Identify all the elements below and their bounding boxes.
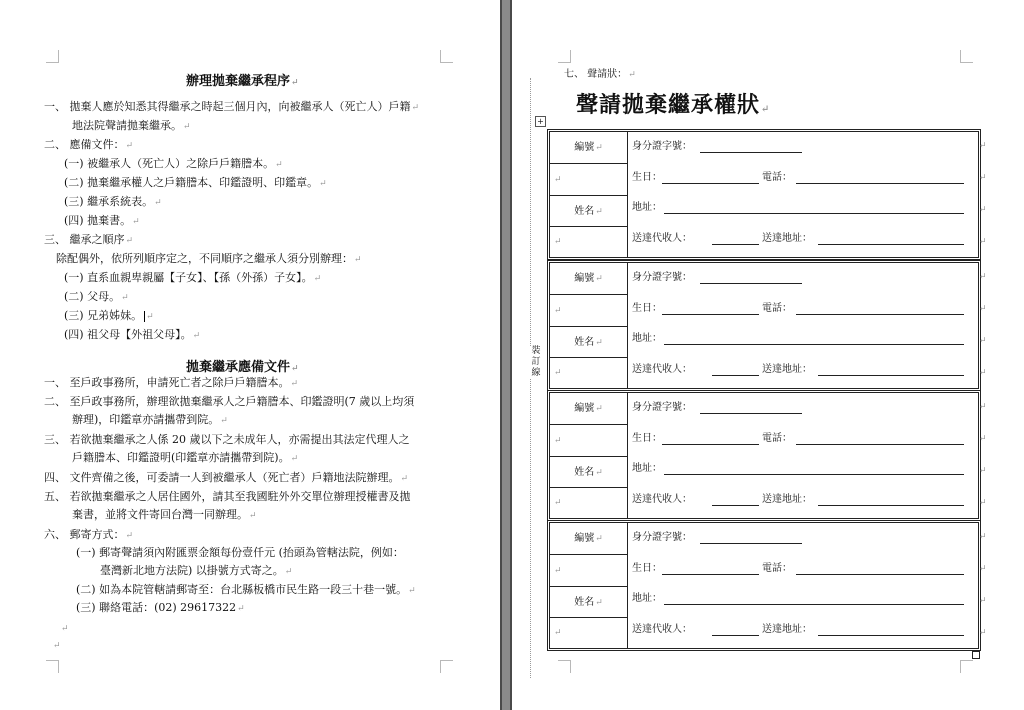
- text-line: (一) 被繼承人（死亡人）之除戶戶籍謄本。↵: [64, 157, 283, 170]
- agent-label: 送達代收人：: [632, 364, 692, 375]
- phone-label: 電話：: [762, 303, 792, 314]
- phone-field[interactable]: [796, 574, 964, 575]
- id-number-field[interactable]: [700, 152, 802, 153]
- agent-field[interactable]: [712, 375, 759, 376]
- applicant-group: [547, 520, 981, 651]
- agent-field[interactable]: [712, 244, 759, 245]
- row-end-mark: ↵: [979, 304, 987, 314]
- text-line: (三) 繼承系統表。↵: [64, 195, 162, 208]
- address-field[interactable]: [664, 604, 964, 605]
- service-address-label: 送達地址：: [762, 624, 812, 635]
- birth-field[interactable]: [662, 314, 759, 315]
- empty-cell[interactable]: ↵: [554, 628, 562, 638]
- text-line: 三、 繼承之順序↵: [44, 233, 134, 246]
- empty-cell[interactable]: ↵: [554, 237, 562, 247]
- text-line: 臺灣新北地方法院) 以掛號方式寄之。↵: [100, 564, 293, 577]
- phone-field[interactable]: [796, 183, 964, 184]
- text-cursor: [144, 311, 145, 322]
- documents-title: 拋棄繼承應備文件↵: [186, 360, 299, 375]
- address-label: 地址：: [632, 593, 662, 604]
- agent-label: 送達代收人：: [632, 233, 692, 244]
- address-field[interactable]: [664, 213, 964, 214]
- applicant-group: [547, 390, 981, 521]
- text-line: (三) 兄弟姊妹。 ↵: [64, 309, 154, 322]
- phone-label: 電話：: [762, 563, 792, 574]
- id-number-label: 身分證字號：: [632, 141, 692, 152]
- empty-paragraph: ↵: [61, 624, 69, 634]
- text-line: 一、 至戶政事務所，申請死亡者之除戶戶籍謄本。↵: [44, 376, 299, 389]
- right-page: [510, 0, 1024, 710]
- margin-corner: [960, 660, 973, 673]
- text-line: 辦理)，印鑑章亦請攜帶到院。↵: [72, 413, 228, 426]
- service-address-field[interactable]: [818, 244, 964, 245]
- id-number-label: 身分證字號：: [632, 272, 692, 283]
- row-end-mark: ↵: [979, 272, 987, 282]
- service-address-label: 送達地址：: [762, 494, 812, 505]
- row-divider: [550, 226, 627, 227]
- margin-corner: [440, 660, 453, 673]
- text-line: 一、 拋棄人應於知悉其得繼承之時起三個月內，向被繼承人（死亡人）戶籍↵: [44, 100, 420, 113]
- text-line: (四) 祖父母【外祖父母】。↵: [64, 328, 201, 341]
- service-address-field[interactable]: [818, 375, 964, 376]
- margin-corner: [558, 50, 571, 63]
- empty-cell[interactable]: ↵: [554, 306, 562, 316]
- service-address-field[interactable]: [818, 505, 964, 506]
- empty-cell[interactable]: ↵: [554, 498, 562, 508]
- text-line: (二) 拋棄繼承權人之戶籍謄本、印鑑證明、印鑑章。↵: [64, 176, 327, 189]
- row-end-mark: ↵: [979, 532, 987, 542]
- row-divider: [550, 195, 627, 196]
- id-number-field[interactable]: [700, 413, 802, 414]
- address-field[interactable]: [664, 474, 964, 475]
- row-divider: [550, 586, 627, 587]
- text-line: (一) 郵寄聲請須內附匯票金額每份壹仟元 (抬頭為管轄法院，例如：: [76, 546, 404, 559]
- text-line: (四) 拋棄書。↵: [64, 214, 140, 227]
- row-divider: [550, 456, 627, 457]
- row-end-mark: ↵: [979, 434, 987, 444]
- number-label: 編號↵: [574, 142, 603, 153]
- applicant-group: [547, 129, 981, 260]
- empty-cell[interactable]: ↵: [554, 175, 562, 185]
- phone-label: 電話：: [762, 172, 792, 183]
- row-divider: [550, 326, 627, 327]
- id-number-field[interactable]: [700, 543, 802, 544]
- text-line: 四、 文件齊備之後，可委請一人到被繼承人（死亡者）戶籍地法院辦理。↵: [44, 471, 409, 484]
- empty-paragraph: ↵: [53, 641, 61, 651]
- row-end-mark: ↵: [979, 368, 987, 378]
- row-divider: [550, 617, 627, 618]
- margin-corner: [558, 660, 571, 673]
- empty-cell[interactable]: ↵: [554, 368, 562, 378]
- applicant-group: [547, 260, 981, 391]
- address-label: 地址：: [632, 202, 662, 213]
- text-line: 地法院聲請拋棄繼承。↵: [72, 119, 191, 132]
- birth-field[interactable]: [662, 574, 759, 575]
- margin-corner: [960, 50, 973, 63]
- agent-label: 送達代收人：: [632, 624, 692, 635]
- row-end-mark: ↵: [979, 336, 987, 346]
- binding-label: 裝訂線: [531, 346, 541, 378]
- text-line: 六、 郵寄方式：↵: [44, 528, 134, 541]
- birth-label: 生日：: [632, 303, 662, 314]
- service-address-field[interactable]: [818, 635, 964, 636]
- agent-field[interactable]: [712, 635, 759, 636]
- row-divider: [550, 294, 627, 295]
- text-line: 三、 若欲拋棄繼承之人係 20 歲以下之未成年人，亦需提出其法定代理人之: [44, 433, 410, 446]
- text-line: 二、 至戶政事務所，辦理欲拋棄繼承人之戶籍謄本、印鑑證明(7 歲以上均須: [44, 395, 415, 408]
- row-divider: [550, 163, 627, 164]
- margin-corner: [440, 50, 453, 63]
- move-handle-icon[interactable]: +: [535, 116, 546, 127]
- birth-label: 生日：: [632, 563, 662, 574]
- phone-field[interactable]: [796, 314, 964, 315]
- birth-label: 生日：: [632, 433, 662, 444]
- number-label: 編號↵: [574, 533, 603, 544]
- phone-label: 電話：: [762, 433, 792, 444]
- address-label: 地址：: [632, 333, 662, 344]
- agent-label: 送達代收人：: [632, 494, 692, 505]
- row-divider: [550, 554, 627, 555]
- text-line: (一) 直系血親卑親屬【子女】、【孫（外孫）子女】。↵: [64, 271, 322, 284]
- name-label: 姓名↵: [574, 467, 603, 478]
- name-label: 姓名↵: [574, 597, 603, 608]
- number-label: 編號↵: [574, 403, 603, 414]
- text-line: 五、 若欲拋棄繼承之人居住國外，請其至我國駐外外交單位辦理授權書及拋: [44, 490, 411, 503]
- address-field[interactable]: [664, 344, 964, 345]
- row-end-mark: ↵: [979, 141, 987, 151]
- left-page: [0, 0, 502, 710]
- procedure-title: 辦理拋棄繼承程序↵: [186, 74, 299, 89]
- row-end-mark: ↵: [979, 205, 987, 215]
- empty-cell[interactable]: ↵: [554, 436, 562, 446]
- birth-field[interactable]: [662, 183, 759, 184]
- id-number-field[interactable]: [700, 283, 802, 284]
- empty-cell[interactable]: ↵: [554, 566, 562, 576]
- text-line: 戶籍謄本、印鑑證明(印鑑章亦請攜帶到院)。↵: [72, 451, 299, 464]
- service-address-label: 送達地址：: [762, 233, 812, 244]
- address-label: 地址：: [632, 463, 662, 474]
- resize-handle[interactable]: [972, 651, 980, 659]
- row-end-mark: ↵: [979, 596, 987, 606]
- text-line: (三) 聯絡電話：(02) 29617322↵: [76, 601, 245, 614]
- row-divider: [550, 357, 627, 358]
- row-end-mark: ↵: [979, 402, 987, 412]
- text-line: (二) 如為本院管轄請郵寄至：台北縣板橋市民生路一段三十巷一號。↵: [76, 583, 416, 596]
- birth-label: 生日：: [632, 172, 662, 183]
- margin-corner: [46, 50, 59, 63]
- text-line: 棄書，並將文件寄回台灣一同辦理。↵: [72, 508, 257, 521]
- id-number-label: 身分證字號：: [632, 402, 692, 413]
- margin-corner: [46, 660, 59, 673]
- name-label: 姓名↵: [574, 337, 603, 348]
- row-end-mark: ↵: [979, 173, 987, 183]
- section-heading: 七、 聲請狀：↵: [564, 69, 636, 80]
- phone-field[interactable]: [796, 444, 964, 445]
- row-end-mark: ↵: [979, 628, 987, 638]
- text-line: 除配偶外，依所列順序定之，不同順序之繼承人須分別辦理：↵: [56, 252, 362, 265]
- text-line: 二、 應備文件：↵: [44, 138, 134, 151]
- row-divider: [550, 487, 627, 488]
- birth-field[interactable]: [662, 444, 759, 445]
- row-end-mark: ↵: [979, 498, 987, 508]
- text-line: (二) 父母。↵: [64, 290, 129, 303]
- form-title: 聲請拋棄繼承權狀↵: [576, 92, 771, 118]
- service-address-label: 送達地址：: [762, 364, 812, 375]
- number-label: 編號↵: [574, 273, 603, 284]
- row-end-mark: ↵: [979, 564, 987, 574]
- row-divider: [550, 424, 627, 425]
- row-end-mark: ↵: [979, 466, 987, 476]
- id-number-label: 身分證字號：: [632, 532, 692, 543]
- row-end-mark: ↵: [979, 237, 987, 247]
- name-label: 姓名↵: [574, 206, 603, 217]
- agent-field[interactable]: [712, 505, 759, 506]
